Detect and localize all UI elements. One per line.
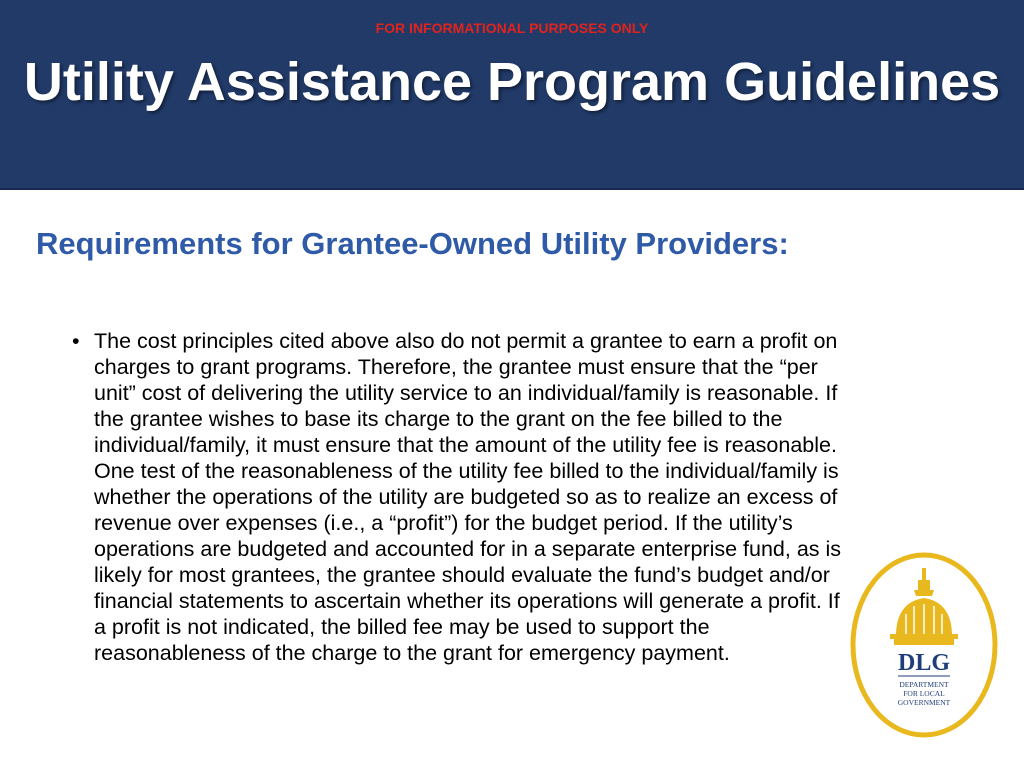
informational-banner: FOR INFORMATIONAL PURPOSES ONLY xyxy=(375,20,649,36)
bullet-list xyxy=(70,328,854,666)
logo-line-1: DEPARTMENT xyxy=(899,680,949,689)
logo-line-3: GOVERNMENT xyxy=(897,698,951,707)
list-item xyxy=(70,328,854,666)
title-banner xyxy=(0,0,1024,190)
logo-abbr: DLG xyxy=(897,650,951,676)
section-heading: Requirements for Grantee-Owned Utility Providers: xyxy=(36,226,789,261)
logo-line-2: FOR LOCAL xyxy=(903,689,945,698)
bullet-marker: • xyxy=(72,329,80,353)
page-title: Utility Assistance Program Guidelines xyxy=(23,52,1001,112)
bullet-text: The cost principles cited above also do not permit a grantee to earn a profit on charges to grant programs. Therefore, the grantee must ensure that the “per unit” cost of delivering the utility service to an individual/family is reasonable. If the grantee wishes to base its charge to the grant on the fee billed to the individual/family, it must ensure that the amount of the utility fee is reasonable. One test of the reasonableness of the utility fee billed to the individual/family is whether the operations of the utility are budgeted so as to realize an excess of revenue over expenses (i.e., a “profit”) for the budget period. If the utility’s operations are budgeted and accounted for in a separate enterprise fund, as is likely for most grantees, the grantee should evaluate the fund’s budget and/or financial statements to ascertain whether its operations will generate a profit. If a profit is not indicated, the billed fee may be used to support the reasonableness of the charge to the grant for emergency payment. xyxy=(94,329,842,665)
dlg-seal-logo xyxy=(850,552,998,738)
